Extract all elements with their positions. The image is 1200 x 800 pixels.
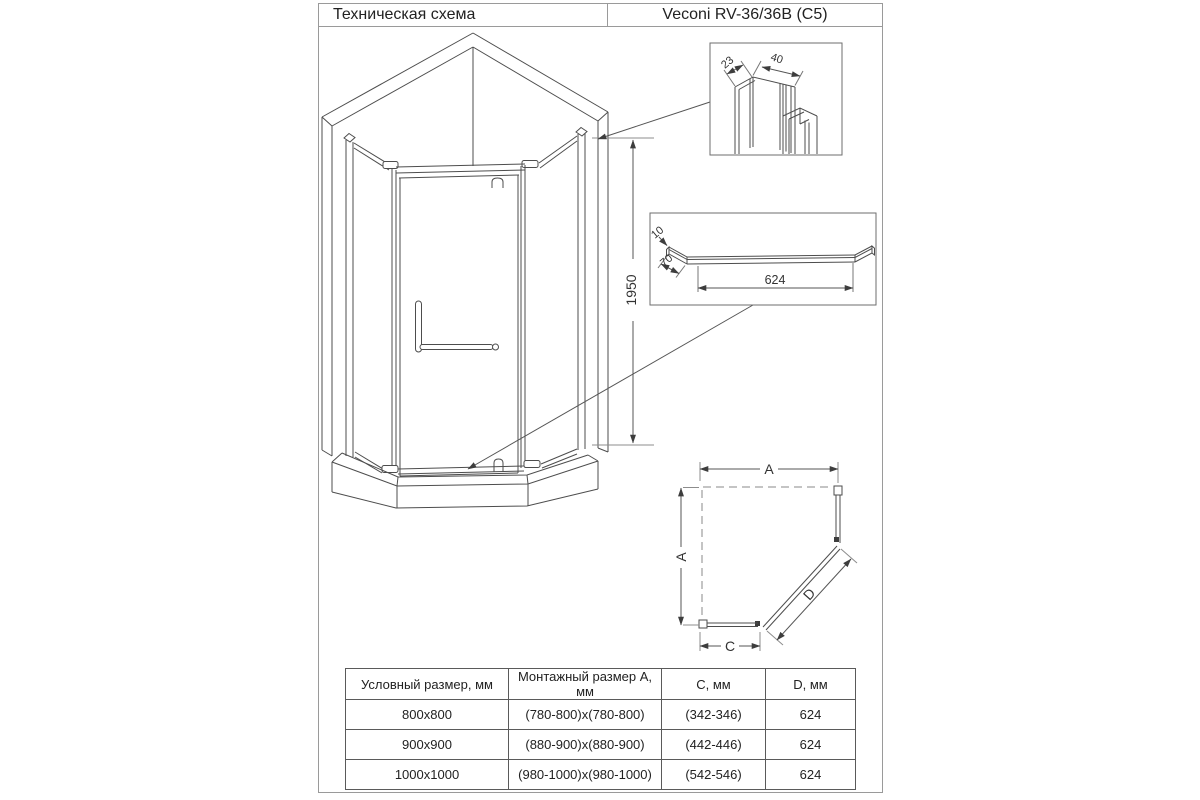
profile-detail-leader bbox=[598, 102, 710, 139]
door-pillars bbox=[392, 165, 525, 471]
header-mounting-size: Монтажный размер А, мм bbox=[509, 669, 662, 700]
cell-mounting-size: (980-1000)x(980-1000) bbox=[509, 760, 662, 790]
top-stabilizer-bar bbox=[354, 136, 577, 173]
wall-profiles bbox=[344, 128, 587, 458]
cell-nominal-size: 1000x1000 bbox=[346, 760, 509, 790]
cell-d-dim: 624 bbox=[766, 730, 856, 760]
plan-dim-top-label: A bbox=[764, 461, 774, 477]
plan-dim-bottom-label: C bbox=[724, 638, 736, 654]
cell-c-dim: (342-346) bbox=[662, 700, 766, 730]
header-d-dim: D, мм bbox=[766, 669, 856, 700]
plan-dimension-side bbox=[672, 488, 699, 626]
door-handle bbox=[416, 301, 499, 352]
bar-end-length-label: 70 bbox=[658, 252, 676, 270]
cell-c-dim: (542-546) bbox=[662, 760, 766, 790]
cell-mounting-size: (880-900)x(880-900) bbox=[509, 730, 662, 760]
cell-nominal-size: 800x800 bbox=[346, 700, 509, 730]
table-row bbox=[346, 700, 856, 730]
header-c-dim: С, мм bbox=[662, 669, 766, 700]
plan-dimension-top bbox=[700, 460, 838, 483]
dimension-height bbox=[592, 138, 654, 445]
height-dimension-label: 1950 bbox=[623, 274, 639, 306]
size-specification-table bbox=[345, 668, 856, 790]
cell-c-dim: (442-446) bbox=[662, 730, 766, 760]
drawing-title: Техническая схема bbox=[319, 4, 608, 26]
table-row bbox=[346, 760, 856, 790]
cell-d-dim: 624 bbox=[766, 760, 856, 790]
bar-detail-view bbox=[649, 213, 876, 305]
cell-nominal-size: 900x900 bbox=[346, 730, 509, 760]
plan-dim-diagonal-label: D bbox=[799, 584, 819, 604]
bar-detail-leader bbox=[468, 305, 753, 469]
back-walls bbox=[322, 33, 608, 456]
cell-d-dim: 624 bbox=[766, 700, 856, 730]
plan-dim-side-label: A bbox=[673, 552, 689, 562]
bar-length-label: 624 bbox=[764, 273, 786, 287]
plan-view bbox=[672, 460, 857, 654]
bottom-threshold-bar bbox=[355, 449, 577, 474]
plan-glass-panels bbox=[699, 486, 842, 630]
isometric-view bbox=[322, 33, 608, 508]
cell-mounting-size: (780-800)x(780-800) bbox=[509, 700, 662, 730]
model-name: Veconi RV-36/36B (C5) bbox=[662, 6, 828, 23]
table-header-row bbox=[346, 669, 856, 700]
top-pivot-hinge bbox=[492, 178, 503, 188]
bottom-pivot-hinge bbox=[494, 459, 503, 472]
profile-dim-large-label: 40 bbox=[769, 51, 785, 67]
header-nominal-size: Условный размер, мм bbox=[346, 669, 509, 700]
table-row bbox=[346, 730, 856, 760]
plan-dimension-bottom bbox=[700, 632, 760, 654]
plan-dimension-diagonal bbox=[767, 549, 857, 645]
profile-detail-view bbox=[710, 43, 842, 155]
bar-thickness-label: 10 bbox=[649, 224, 667, 242]
profile-dim-small-label: 23 bbox=[719, 54, 737, 72]
